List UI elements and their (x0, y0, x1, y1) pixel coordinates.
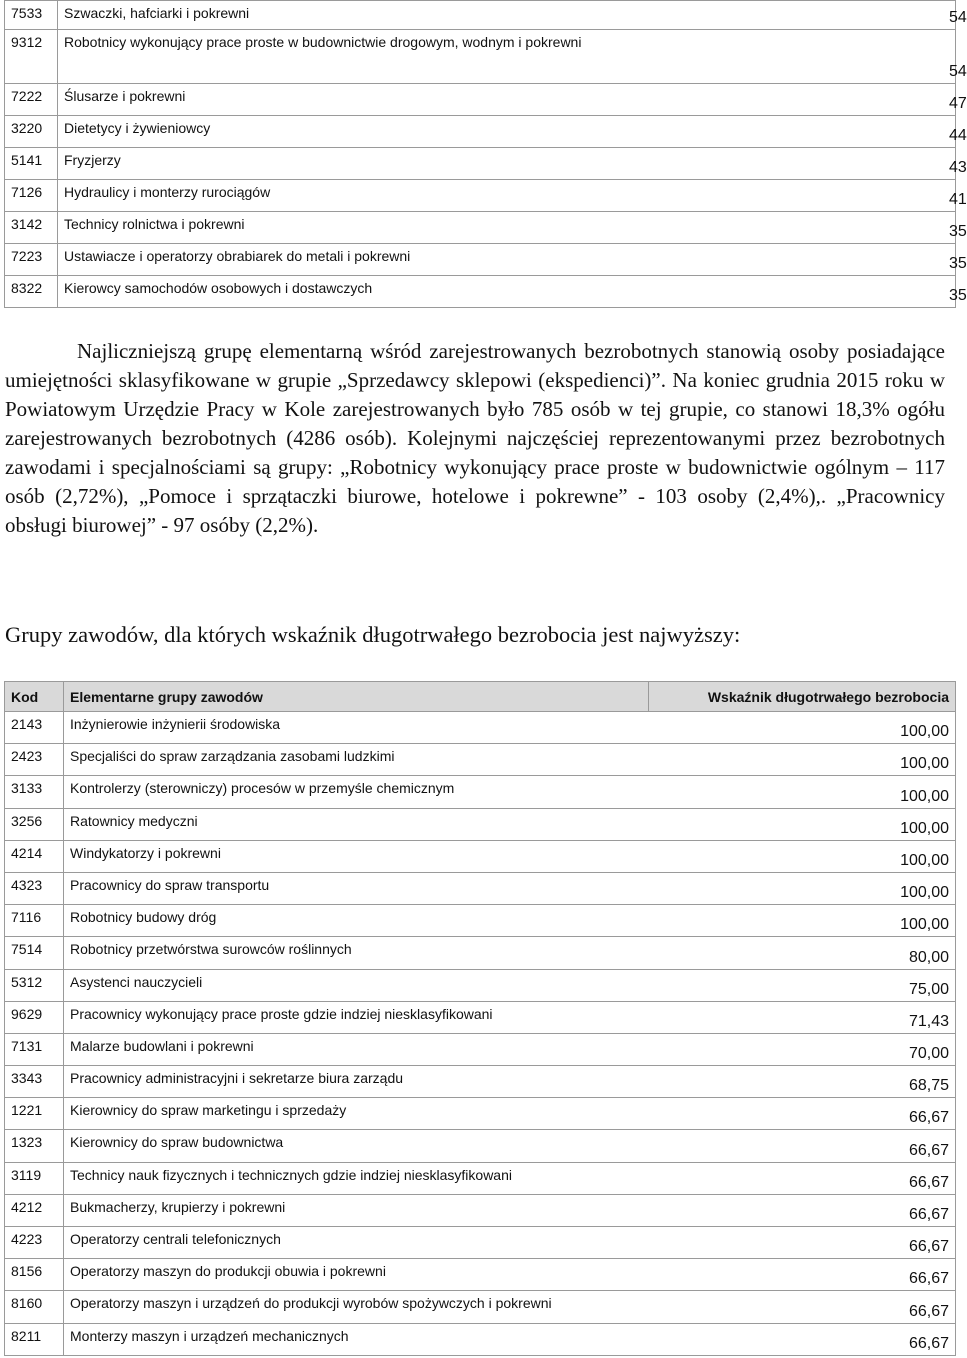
table-row (5, 840, 956, 872)
row-value: 68,75 (649, 1066, 956, 1098)
row-name: Robotnicy budowy dróg (64, 905, 649, 937)
row-code: 3142 (5, 212, 58, 244)
row-name: Hydraulicy i monterzy rurociągów (58, 180, 944, 212)
row-value: 35 (943, 244, 956, 276)
header-code: Kod (5, 682, 64, 712)
row-code: 5141 (5, 148, 58, 180)
row-name: Robotnicy wykonujący prace proste w budownictwie drogowym, wodnym i pokrewni (58, 30, 944, 84)
table-row (5, 969, 956, 1001)
table-row (5, 1194, 956, 1226)
row-name: Technicy nauk fizycznych i technicznych gdzie indziej niesklasyfikowani (64, 1162, 649, 1194)
row-code: 2143 (5, 712, 64, 744)
table-row (5, 212, 956, 244)
row-code: 7131 (5, 1033, 64, 1065)
row-value: 66,67 (649, 1259, 956, 1291)
row-code: 4323 (5, 872, 64, 904)
row-code: 4214 (5, 840, 64, 872)
top-table-body (5, 1, 967, 308)
row-value: 54 (943, 1, 956, 30)
row-name: Robotnicy przetwórstwa surowców roślinnych (64, 937, 649, 969)
row-code: 5312 (5, 969, 64, 1001)
row-value: 71,43 (649, 1001, 956, 1033)
row-code: 8156 (5, 1259, 64, 1291)
table-row (5, 276, 956, 308)
row-value: 100,00 (649, 872, 956, 904)
table-row (5, 1259, 956, 1291)
summary-text: Najliczniejszą grupę elementarną wśród zarejestrowanych bezrobotnych stanowią osoby posiadające umiejętności sklasyfikowane w grupie „Sprzedawcy sklepowi (ekspedienci)”. Na koniec grudnia 2015 roku w Powiatowym Urzędzie Pracy w Kole zarejestrowanych było 785 osób w tej grupie, co stanowi 18,3% ogółu zarejestrowanych bezrobotnych (4286 osób). Kolejnymi najczęściej reprezentowanymi przez bezrobotnych zawodami i specjalnościami są grupy: „Robotnicy wykonujący prace proste w budownictwie ogólnym – 117 osób (2,72%), „Pomoce i sprzątaczki biurowe, hotelowe i pokrewne” - 103 osoby (2,4%),. „Pracownicy obsługi biurowej” - 97 osóby (2,2%). (5, 339, 945, 537)
row-value: 66,67 (649, 1130, 956, 1162)
row-code: 7514 (5, 937, 64, 969)
row-code: 3220 (5, 116, 58, 148)
row-value: 100,00 (649, 905, 956, 937)
table-header-row (5, 682, 956, 712)
row-code: 7116 (5, 905, 64, 937)
row-code: 8160 (5, 1291, 64, 1323)
table-row (5, 1291, 956, 1323)
row-code: 7223 (5, 244, 58, 276)
table-row (5, 872, 956, 904)
row-code: 9629 (5, 1001, 64, 1033)
table-row (5, 905, 956, 937)
section-heading: Grupy zawodów, dla których wskaźnik długotrwałego bezrobocia jest najwyższy: (5, 622, 741, 647)
table-row (5, 116, 956, 148)
row-name: Fryzjerzy (58, 148, 944, 180)
row-code: 7533 (5, 1, 58, 30)
header-name: Elementarne grupy zawodów (64, 682, 649, 712)
row-value: 70,00 (649, 1033, 956, 1065)
row-name: Operatorzy centrali telefonicznych (64, 1227, 649, 1259)
table-row (5, 712, 956, 744)
row-name: Pracownicy do spraw transportu (64, 872, 649, 904)
row-code: 7126 (5, 180, 58, 212)
row-value: 100,00 (649, 840, 956, 872)
row-code: 3343 (5, 1066, 64, 1098)
table-row (5, 744, 956, 776)
table-row (5, 30, 956, 84)
row-value: 75,00 (649, 969, 956, 1001)
row-name: Kierownicy do spraw budownictwa (64, 1130, 649, 1162)
row-name: Malarze budowlani i pokrewni (64, 1033, 649, 1065)
row-code: 8211 (5, 1323, 64, 1355)
row-name: Dietetycy i żywieniowcy (58, 116, 944, 148)
row-value: 54 (943, 30, 956, 84)
table-row (5, 244, 956, 276)
row-code: 4223 (5, 1227, 64, 1259)
row-code: 7222 (5, 84, 58, 116)
row-name: Inżynierowie inżynierii środowiska (64, 712, 649, 744)
row-name: Kierowcy samochodów osobowych i dostawczych (58, 276, 944, 308)
row-name: Operatorzy maszyn i urządzeń do produkcji wyrobów spożywczych i pokrewni (64, 1291, 649, 1323)
row-code: 4212 (5, 1194, 64, 1226)
row-name: Pracownicy administracyjni i sekretarze biura zarządu (64, 1066, 649, 1098)
long-term-unemployment-table (4, 681, 956, 1356)
table-row (5, 1, 956, 30)
row-name: Szwaczki, hafciarki i pokrewni (58, 1, 944, 30)
row-value: 100,00 (649, 808, 956, 840)
row-name: Specjaliści do spraw zarządzania zasobami ludzkimi (64, 744, 649, 776)
table-row (5, 1066, 956, 1098)
row-value: 66,67 (649, 1291, 956, 1323)
table-row (5, 937, 956, 969)
row-name: Kierownicy do spraw marketingu i sprzedaży (64, 1098, 649, 1130)
row-code: 1323 (5, 1130, 64, 1162)
row-value: 100,00 (649, 776, 956, 808)
row-name: Asystenci nauczycieli (64, 969, 649, 1001)
row-value: 41 (943, 180, 956, 212)
row-code: 2423 (5, 744, 64, 776)
top-occupations-table (4, 0, 967, 308)
header-value: Wskaźnik długotrwałego bezrobocia (649, 682, 956, 712)
row-value: 35 (943, 276, 956, 308)
row-code: 9312 (5, 30, 58, 84)
row-value: 80,00 (649, 937, 956, 969)
row-value: 47 (943, 84, 956, 116)
table-row (5, 776, 956, 808)
summary-paragraph (5, 337, 945, 540)
table-row (5, 1001, 956, 1033)
row-value: 66,67 (649, 1227, 956, 1259)
row-value: 43 (943, 148, 956, 180)
table-row (5, 84, 956, 116)
row-value: 66,67 (649, 1098, 956, 1130)
row-code: 3256 (5, 808, 64, 840)
row-name: Bukmacherzy, krupierzy i pokrewni (64, 1194, 649, 1226)
row-code: 1221 (5, 1098, 64, 1130)
row-value: 100,00 (649, 744, 956, 776)
table-row (5, 148, 956, 180)
row-value: 66,67 (649, 1162, 956, 1194)
table-row (5, 1323, 956, 1355)
row-value: 66,67 (649, 1323, 956, 1355)
row-name: Operatorzy maszyn do produkcji obuwia i pokrewni (64, 1259, 649, 1291)
row-code: 3119 (5, 1162, 64, 1194)
table-row (5, 1227, 956, 1259)
row-value: 35 (943, 212, 956, 244)
row-value: 44 (943, 116, 956, 148)
row-name: Technicy rolnictwa i pokrewni (58, 212, 944, 244)
table-row (5, 1098, 956, 1130)
row-name: Ślusarze i pokrewni (58, 84, 944, 116)
table-row (5, 1130, 956, 1162)
table-row (5, 180, 956, 212)
row-code: 8322 (5, 276, 58, 308)
row-name: Monterzy maszyn i urządzeń mechanicznych (64, 1323, 649, 1355)
row-value: 100,00 (649, 712, 956, 744)
row-name: Kontrolerzy (sterowniczy) procesów w przemyśle chemicznym (64, 776, 649, 808)
row-name: Pracownicy wykonujący prace proste gdzie indziej niesklasyfikowani (64, 1001, 649, 1033)
row-name: Ustawiacze i operatorzy obrabiarek do metali i pokrewni (58, 244, 944, 276)
table-row (5, 808, 956, 840)
table-row (5, 1033, 956, 1065)
row-code: 3133 (5, 776, 64, 808)
table-row (5, 1162, 956, 1194)
row-name: Windykatorzy i pokrewni (64, 840, 649, 872)
bottom-table-body (5, 712, 956, 1356)
row-value: 66,67 (649, 1194, 956, 1226)
row-name: Ratownicy medyczni (64, 808, 649, 840)
